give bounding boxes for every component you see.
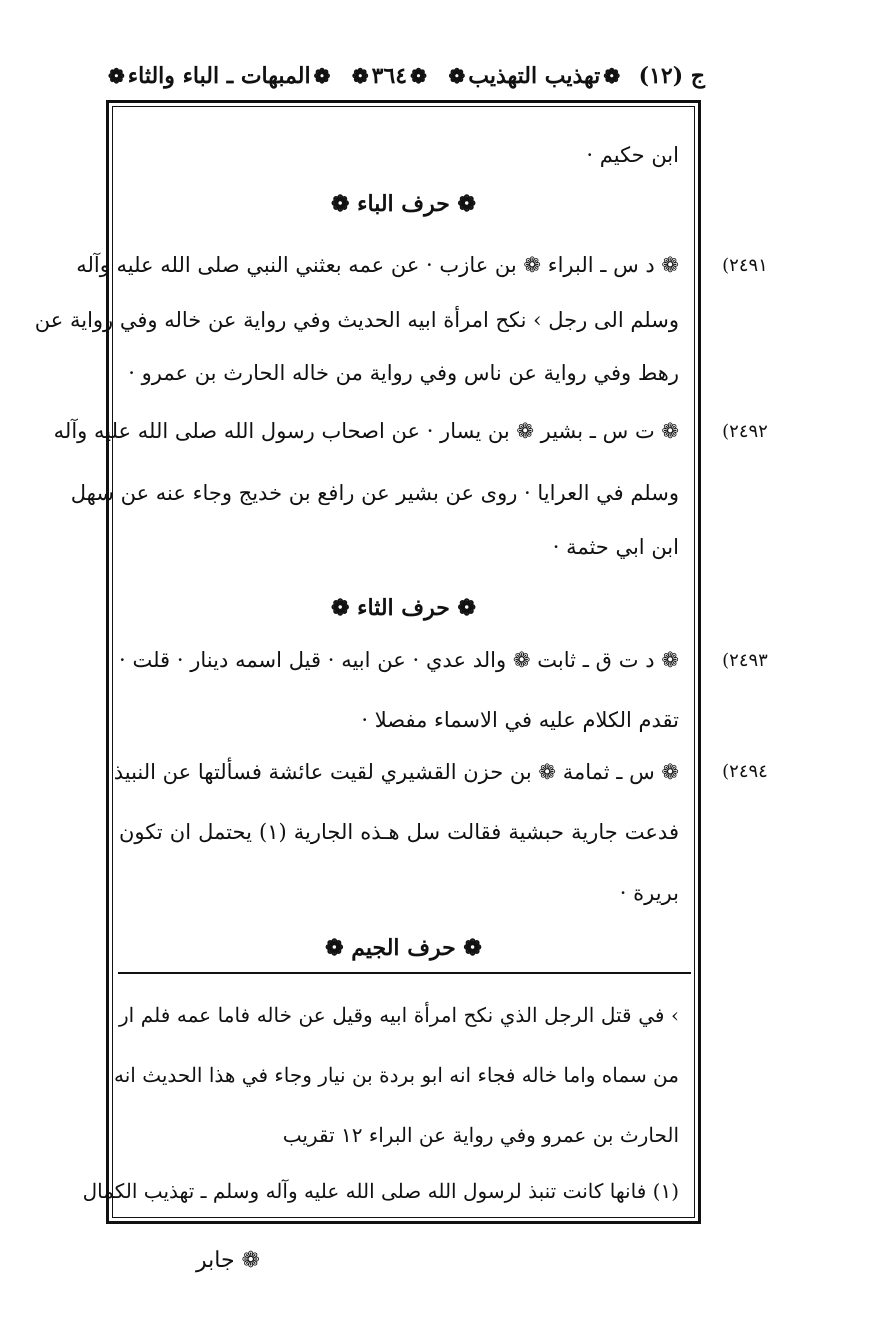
header-page-number-group	[349, 63, 430, 89]
entry-line: ❁ د س ـ البراء ❁ بن عازب · عن عمه بعثني النبي صلى الله عليه وآله	[76, 253, 679, 277]
running-header	[105, 58, 705, 94]
header-volume: ج (١٢)	[638, 63, 705, 89]
section-heading-ba: ❁ حرف الباء ❁	[331, 191, 476, 217]
ornament-icon: ❁	[351, 64, 369, 88]
entry-line: فدعت جارية حبشية فقالت سل هـذه الجارية (١) يحتمل ان تكون	[119, 820, 679, 844]
entry-line: رهط وفي رواية عن ناس وفي رواية من خاله الحارث بن عمرو ·	[128, 361, 679, 385]
header-page-number: ٣٦٤	[371, 63, 408, 89]
entry-number: (٢٤٩١	[722, 255, 768, 276]
header-book-title: تهذيب التهذيب	[468, 63, 601, 89]
ornament-icon: ❁	[448, 64, 466, 88]
entry-number: (٢٤٩٢	[722, 421, 768, 442]
section-heading-tha: ❁ حرف الثاء ❁	[331, 595, 476, 621]
entry-line: وسلم الى رجل › نكح امرأة ابيه الحديث وفي رواية عن خاله وفي رواية عن	[34, 308, 679, 332]
footnote-line: من سماه واما خاله فجاء انه ابو بردة بن نيار وجاء في هذا الحديث انه	[114, 1063, 679, 1087]
entry-line: ابن ابي حثمة ·	[552, 535, 679, 559]
entry-line: بريرة ·	[619, 881, 679, 905]
entry-line: وسلم في العرايا · روى عن بشير عن رافع بن خديج وجاء عنه عن سهل	[70, 481, 679, 505]
entry-number: (٢٤٩٣	[722, 650, 768, 671]
section-heading-jim: ❁ حرف الجيم ❁	[325, 935, 482, 961]
catchword: ❁ جابر	[196, 1248, 260, 1273]
entry-line: ❁ ت س ـ بشير ❁ بن يسار · عن اصحاب رسول الله صلى الله عليه وآله	[53, 419, 679, 443]
ornament-icon: ❁	[108, 64, 125, 88]
header-section	[105, 63, 333, 89]
entry-number: (٢٤٩٤	[722, 761, 768, 782]
footnote-line: الحارث بن عمرو وفي رواية عن البراء ١٢ تقريب	[282, 1123, 679, 1147]
ornament-icon: ❁	[603, 64, 621, 88]
header-section-title: المبهات ـ الباء والثاء	[127, 63, 311, 89]
intro-line: ابن حكيم ·	[586, 143, 679, 167]
header-book	[445, 63, 623, 89]
entry-line: تقدم الكلام عليه في الاسماء مفصلا ·	[361, 708, 679, 732]
entry-line: ❁ د ت ق ـ ثابت ❁ والد عدي · عن ابيه · قيل اسمه دينار · قلت ·	[119, 648, 679, 672]
ornament-icon: ❁	[313, 64, 331, 88]
footnote-divider	[118, 972, 691, 974]
footnote-line: (١) فانها كانت تنبذ لرسول الله صلى الله عليه وآله وسلم ـ تهذيب الكمال	[82, 1179, 679, 1203]
ornament-icon: ❁	[410, 64, 427, 88]
entry-line: ❁ س ـ ثمامة ❁ بن حزن القشيري لقيت عائشة فسألتها عن النبيذ	[113, 760, 679, 784]
footnote-line: › في قتل الرجل الذي نكح امرأة ابيه وقيل عن خاله فاما عمه فلم ار	[119, 1003, 679, 1027]
